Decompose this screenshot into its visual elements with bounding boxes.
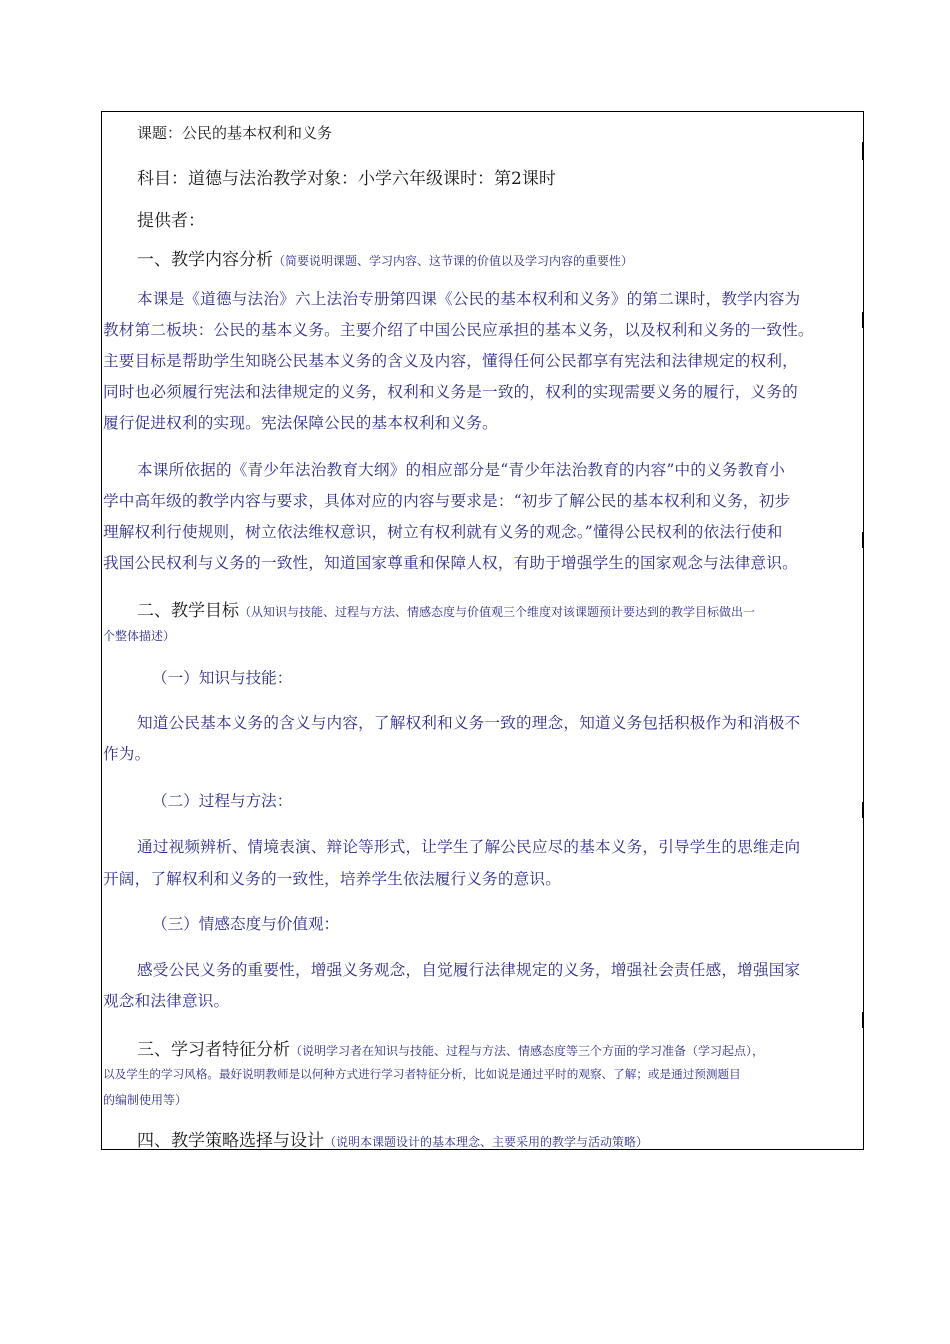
- goal1-text-line: 作为。: [103, 745, 151, 763]
- section4-note: （说明本课题设计的基本理念、主要采用的教学与活动策略）: [324, 1135, 649, 1149]
- goal2-text-line: 通过视频辨析、情境表演、辩论等形式，让学生了解公民应尽的基本义务，引导学生的思维走向: [137, 838, 801, 856]
- goal1-title: （一）知识与技能：: [152, 669, 293, 687]
- topic-line: 课题：公民的基本权利和义务: [137, 124, 333, 142]
- section1-note: （简要说明课题、学习内容、这节课的价值以及学习内容的重要性）: [273, 254, 634, 268]
- section3-note-cont: 以及学生的学习风格。最好说明教师是以何种方式进行学习者特征分析，比如说是通过平时的观察、了解；或是通过预测题目: [103, 1067, 741, 1081]
- section2-heading: [137, 596, 755, 621]
- section1-para2-line: 学中高年级的教学内容与要求，具体对应的内容与要求是：“初步了解公民的基本权利和义务，初步: [103, 492, 791, 510]
- section3-note-cont: 的编制使用等）: [103, 1093, 188, 1107]
- section4-title: 四、教学策略选择与设计: [137, 1131, 324, 1151]
- goal3-title: （三）情感态度与价值观：: [152, 915, 340, 933]
- section3-title: 三、学习者特征分析: [137, 1040, 290, 1060]
- goal2-text-line: 开阔，了解权利和义务的一致性，培养学生依法履行义务的意识。: [103, 870, 562, 888]
- goal1-text-line: 知道公民基本义务的含义与内容，了解权利和义务一致的理念，知道义务包括积极作为和消极不: [137, 714, 801, 732]
- provider-line: 提供者：: [137, 211, 205, 231]
- section1-para1-line: 本课是《道德与法治》六上法治专册第四课《公民的基本权利和义务》的第二课时，教学内容为: [137, 290, 801, 308]
- section3-note: （说明学习者在知识与技能、过程与方法、情感态度等三个方面的学习准备（学习起点），: [290, 1044, 765, 1058]
- section4-heading: [137, 1126, 648, 1151]
- section3-heading: [137, 1035, 764, 1060]
- section2-title: 二、教学目标: [137, 601, 239, 621]
- section1-para1-line: 履行促进权利的实现。宪法保障公民的基本权利和义务。: [103, 414, 498, 432]
- section1-para1-line: 主要目标是帮助学生知晓公民基本义务的含义及内容，懂得任何公民都享有宪法和法律规定的权利，: [103, 352, 798, 370]
- section2-note: （从知识与技能、过程与方法、情感态度与价值观三个维度对该课题预计要达到的教学目标做出一: [239, 605, 756, 619]
- goal2-title: （二）过程与方法：: [152, 792, 293, 810]
- section1-para2-line: 本课所依据的《青少年法治教育大纲》的相应部分是“青少年法治教育的内容”中的义务教育小: [137, 461, 786, 479]
- section1-heading: [137, 245, 633, 270]
- subject-line: 科目：道德与法治教学对象：小学六年级课时：第2课时: [137, 169, 556, 189]
- section2-note-cont: 个整体描述）: [103, 629, 176, 643]
- section1-para1-line: 教材第二板块：公民的基本义务。主要介绍了中国公民应承担的基本义务，以及权利和义务的一致性。: [103, 321, 814, 339]
- goal3-text-line: 观念和法律意识。: [103, 992, 230, 1010]
- section1-para2-line: 理解权利行使规则，树立依法维权意识，树立有权利就有义务的观念。”懂得公民权利的依法行使和: [103, 523, 783, 541]
- section1-title: 一、教学内容分析: [137, 250, 273, 270]
- section1-para2-line: 我国公民权利与义务的一致性，知道国家尊重和保障人权，有助于增强学生的国家观念与法律意识。: [103, 554, 798, 572]
- section1-para1-line: 同时也必须履行宪法和法律规定的义务，权利和义务是一致的，权利的实现需要义务的履行，义务的: [103, 383, 798, 401]
- goal3-text-line: 感受公民义务的重要性，增强义务观念，自觉履行法律规定的义务，增强社会责任感，增强国家: [137, 961, 801, 979]
